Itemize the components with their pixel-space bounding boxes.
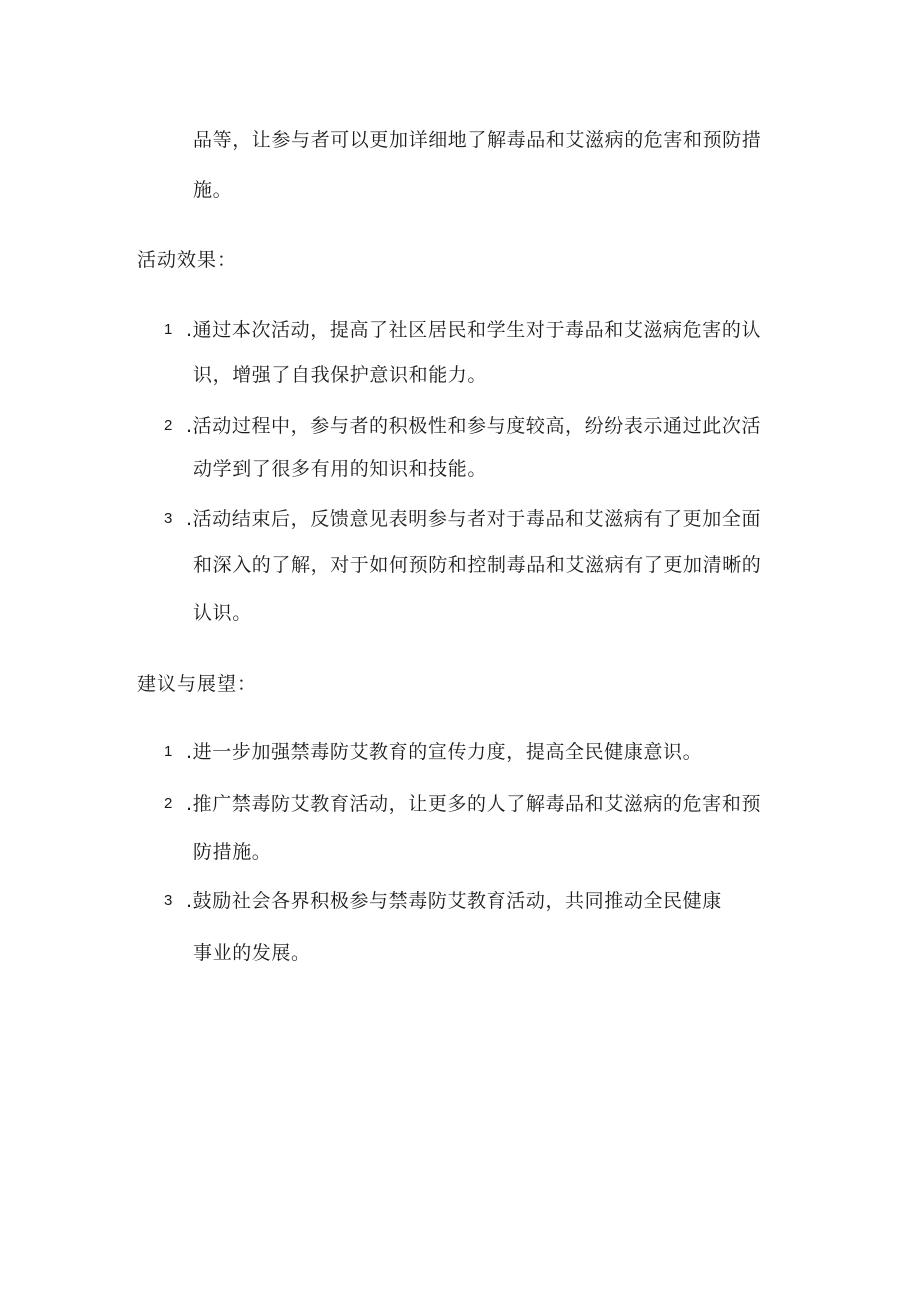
suggestions-item-2-number: 2 <box>164 795 173 812</box>
suggestions-item-2-line-2: 防措施。 <box>193 841 272 863</box>
effects-item-1-line-1: .通过本次活动，提高了社区居民和学生对于毒品和艾滋病危害的认 <box>186 319 762 341</box>
effects-item-1-number: 1 <box>164 321 173 338</box>
suggestions-item-1-number: 1 <box>164 743 173 760</box>
suggestions-heading: 建议与展望： <box>137 673 258 695</box>
suggestions-item-3-line-2: 事业的发展。 <box>193 942 311 964</box>
intro-line-2: 施。 <box>193 179 233 201</box>
effects-item-1-line-2: 识，增强了自我保护意识和能力。 <box>193 364 488 386</box>
effects-item-3-number: 3 <box>164 510 173 527</box>
suggestions-item-1-line-1: .进一步加强禁毒防艾教育的宣传力度，提高全民健康意识。 <box>186 741 703 763</box>
effects-item-2-line-1: .活动过程中，参与者的积极性和参与度较高，纷纷表示通过此次活 <box>186 415 762 437</box>
effects-item-2-number: 2 <box>164 417 173 434</box>
effects-item-2-line-2: 动学到了很多有用的知识和技能。 <box>193 458 488 480</box>
effects-item-3-line-1: .活动结束后，反馈意见表明参与者对于毒品和艾滋病有了更加全面 <box>186 508 762 530</box>
effects-item-3-line-2: 和深入的了解，对于如何预防和控制毒品和艾滋病有了更加清晰的 <box>193 554 762 576</box>
intro-line-1: 品等，让参与者可以更加详细地了解毒品和艾滋病的危害和预防措 <box>193 129 762 151</box>
suggestions-item-3-number: 3 <box>164 892 173 909</box>
effects-item-3-line-3: 认识。 <box>193 602 252 624</box>
effects-heading: 活动效果： <box>137 249 238 271</box>
suggestions-item-3-line-1: .鼓励社会各界积极参与禁毒防艾教育活动，共同推动全民健康 <box>186 890 722 912</box>
suggestions-item-2-line-1: .推广禁毒防艾教育活动，让更多的人了解毒品和艾滋病的危害和预 <box>186 793 762 815</box>
